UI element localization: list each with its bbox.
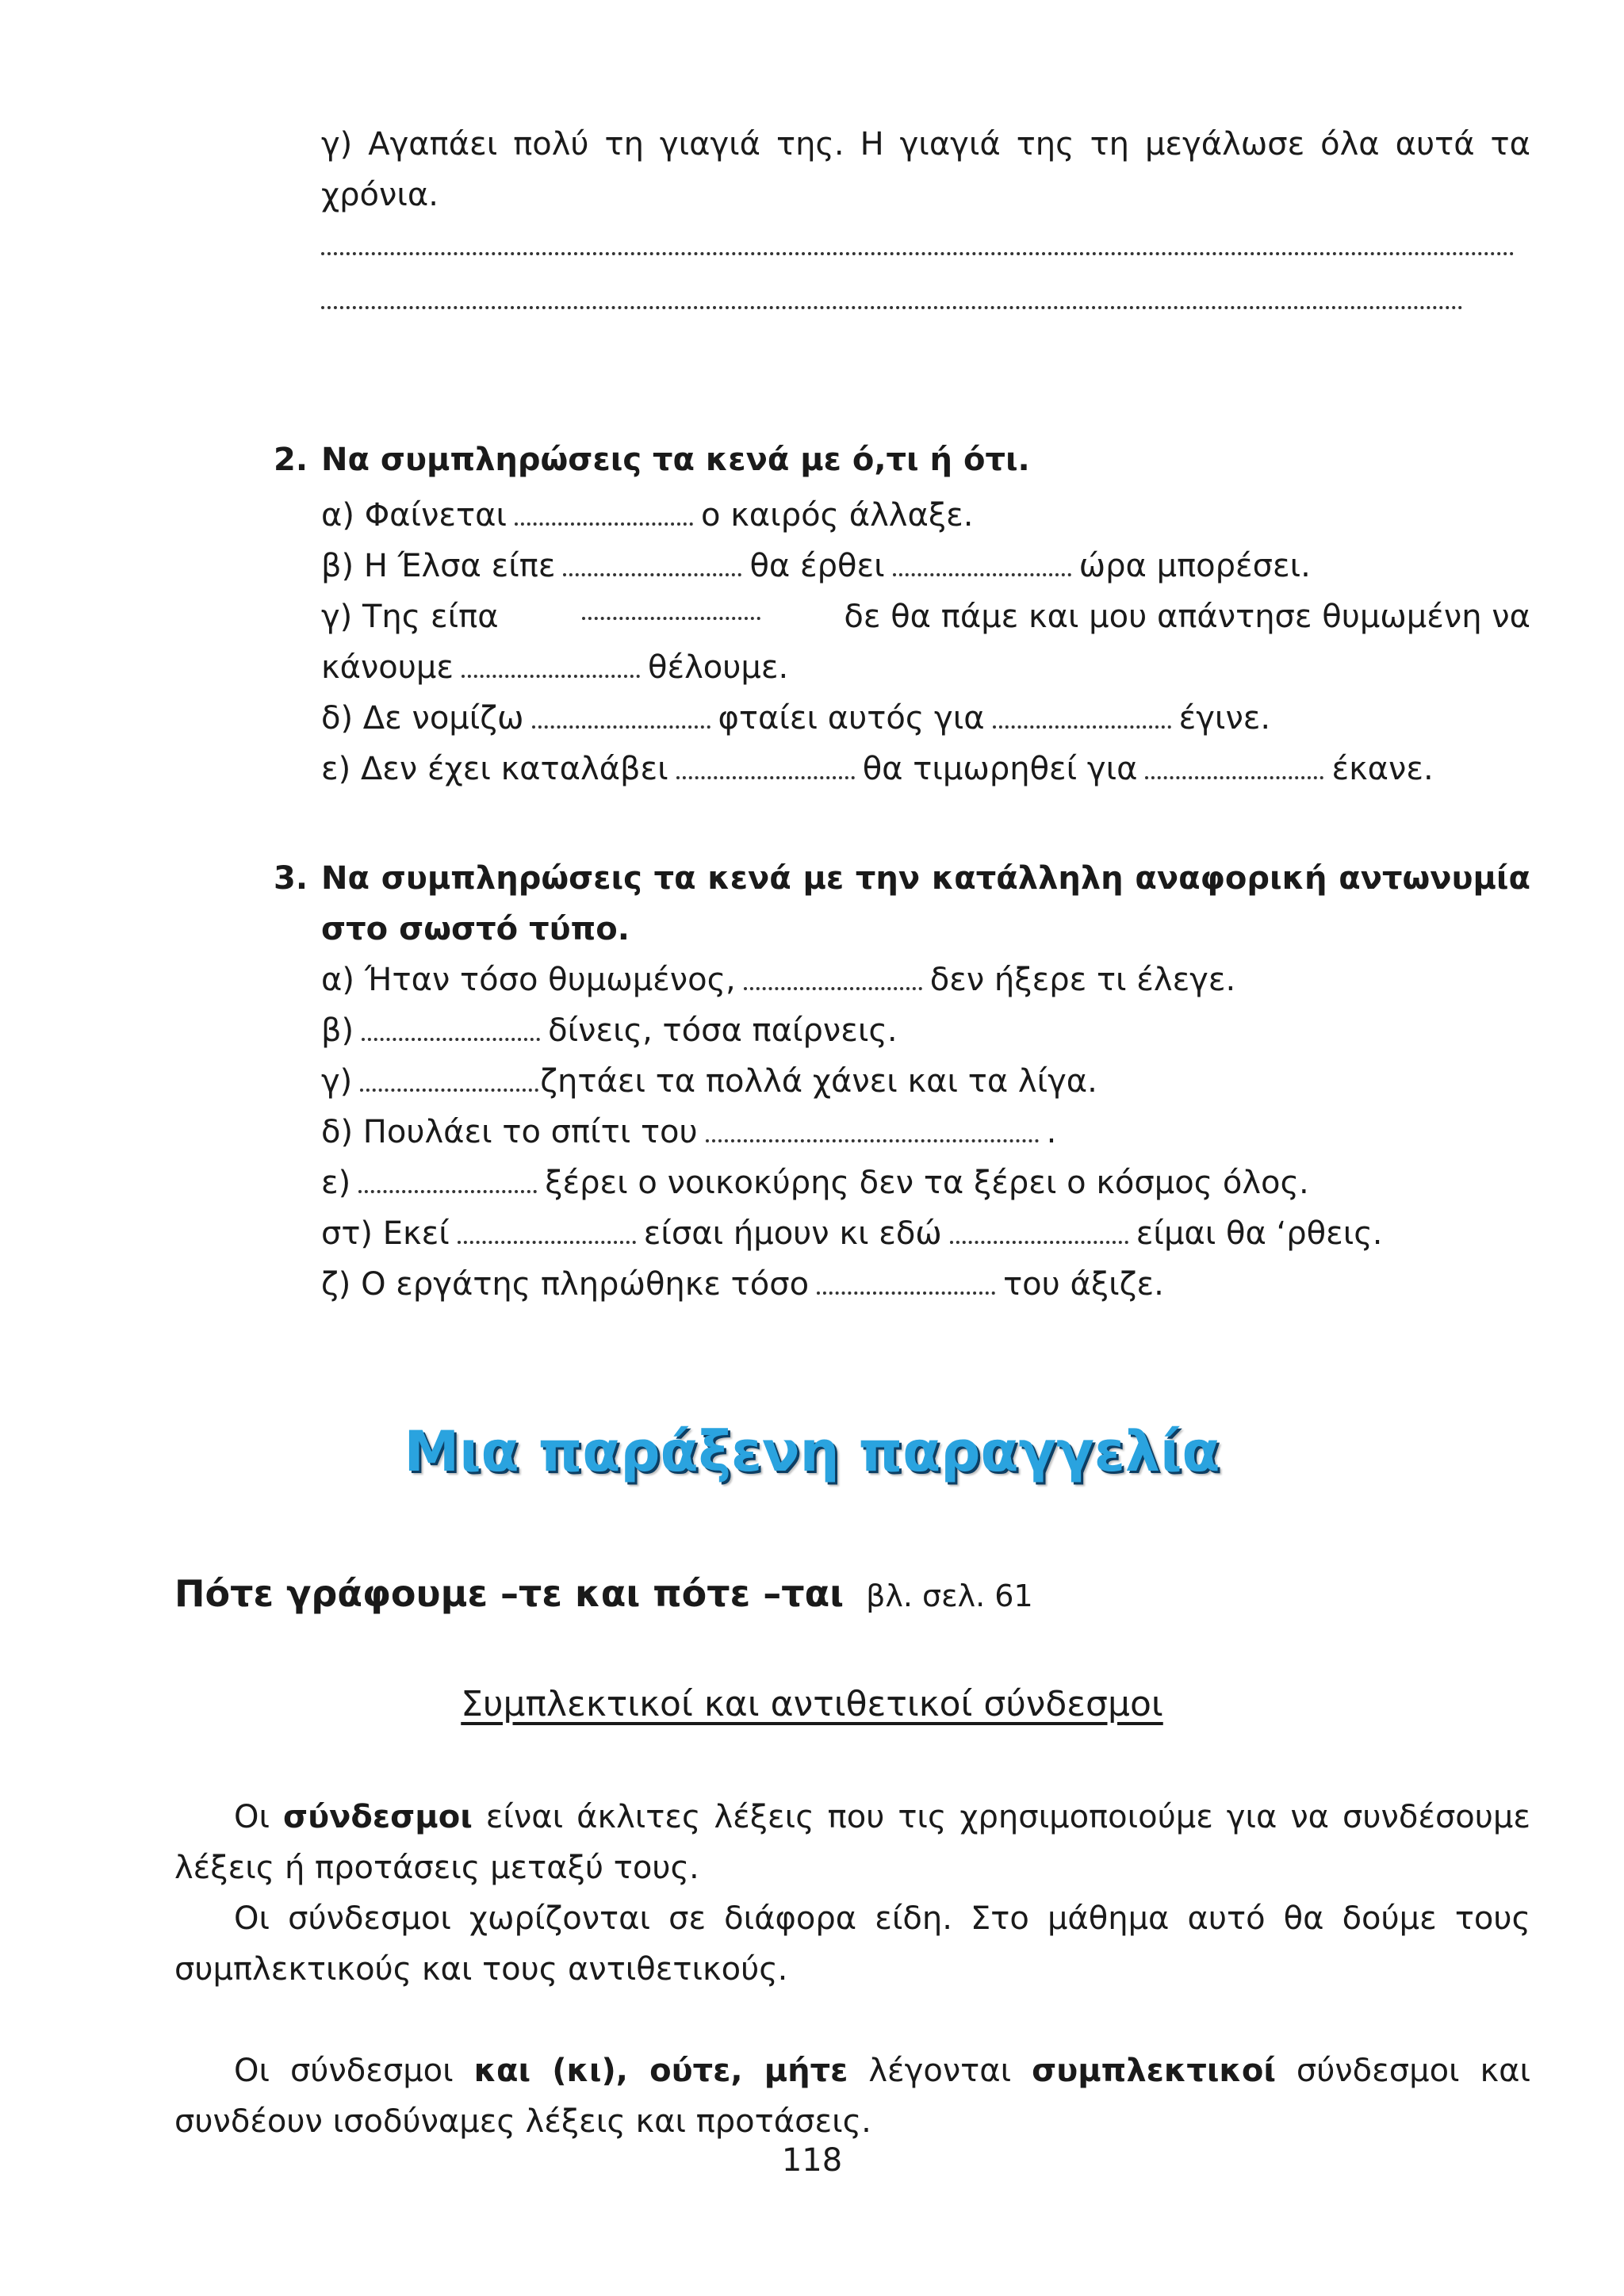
exercise3-item-d: δ) Πουλάει το σπίτι του . <box>321 1114 1057 1150</box>
fill-blank[interactable] <box>532 703 710 729</box>
exercise3-title-line2: στο σωστό τύπο. <box>321 911 630 947</box>
paragraph-definition: Οι σύνδεσμοι είναι άκλιτες λέξεις που τις χρησιμοποιούμε για να συνδέσουμε λέξεις ή προτάσεις μεταξύ τους. <box>174 1799 1530 1886</box>
fill-blank[interactable] <box>744 965 922 990</box>
fill-blank[interactable] <box>676 754 855 779</box>
exercise3-item-g: γ) ζητάει τα πολλά χάνει και τα λίγα. <box>321 1063 1097 1100</box>
exercise3-item-e: ε) ξέρει ο νοικοκύρης δεν τα ξέρει ο κόσμος όλος. <box>321 1165 1309 1201</box>
paragraph-types: Οι σύνδεσμοι χωρίζονται σε διάφορα είδη. Στο μάθημα αυτό θα δούμε τους συμπλεκτικούς και τους αντιθετικούς. <box>174 1900 1530 1988</box>
exercise2-item-g-cont: κάνουμε θέλουμε. <box>321 649 789 686</box>
subtitle-text: Πότε γράφουμε –τε και πότε –ται <box>174 1572 845 1615</box>
answer-line-2[interactable] <box>321 306 1463 309</box>
exercise2-item-e: ε) Δεν έχει καταλάβει θα τιμωρηθεί για έκανε. <box>321 751 1434 787</box>
page-number: 118 <box>781 2142 843 2179</box>
subtitle-reference: βλ. σελ. 61 <box>866 1578 1033 1613</box>
lesson-title: Μια παράξενη παραγγελία <box>404 1419 1220 1484</box>
exercise2-item-g: γ) Της είπα δε θα πάμε και μου απάντησε θυμωμένη να <box>321 595 1530 639</box>
exercise3-item-st: στ) Εκεί είσαι ήμουν κι εδώ είμαι θα ‘ρθεις. <box>321 1215 1383 1252</box>
fill-blank[interactable] <box>358 1168 537 1193</box>
paragraph-copulative: Οι σύνδεσμοι και (κι), ούτε, μήτε λέγονται συμπλεκτικοί σύνδεσμοι και συνδέουν ισοδύναμες λέξεις και προτάσεις. <box>174 2053 1530 2140</box>
fill-blank[interactable] <box>362 1016 540 1041</box>
exercise2-item-b: β) Η Έλσα είπε θα έρθει ώρα μπορέσει. <box>321 548 1311 584</box>
fill-blank[interactable] <box>817 1269 995 1295</box>
fill-blank[interactable] <box>462 652 640 678</box>
exercise1-item-g-line2: χρόνια. <box>321 177 439 213</box>
fill-blank[interactable] <box>582 595 760 620</box>
exercise3-title-line1: Να συμπληρώσεις τα κενά με την κατάλληλη αναφορική αντωνυμία <box>321 860 1530 897</box>
fill-blank[interactable] <box>1145 754 1323 779</box>
fill-blank[interactable] <box>515 500 693 526</box>
exercise3-item-a: α) Ήταν τόσο θυμωμένος, δεν ήξερε τι έλεγε. <box>321 962 1236 998</box>
lesson-subtitle <box>174 1570 1033 1620</box>
fill-blank[interactable] <box>458 1219 636 1244</box>
exercise2-number: 2. <box>274 442 308 478</box>
exercise3-item-z: ζ) Ο εργάτης πληρώθηκε τόσο του άξιζε. <box>321 1266 1164 1303</box>
fill-blank[interactable] <box>563 551 741 576</box>
exercise3-item-b: β) δίνεις, τόσα παίρνεις. <box>321 1012 898 1049</box>
exercise1-item-g-line1: γ) Αγαπάει πολύ τη γιαγιά της. Η γιαγιά της τη μεγάλωσε όλα αυτά τα <box>321 126 1530 163</box>
fill-blank[interactable] <box>706 1117 1039 1142</box>
section-title: Συμπλεκτικοί και αντιθετικοί σύνδεσμοι <box>461 1684 1163 1724</box>
fill-blank[interactable] <box>993 703 1171 729</box>
exercise2-item-a: α) Φαίνεται ο καιρός άλλαξε. <box>321 497 974 534</box>
exercise2-item-d: δ) Δε νομίζω φταίει αυτός για έγινε. <box>321 700 1271 737</box>
exercise2-title: Να συμπληρώσεις τα κενά με ό,τι ή ότι. <box>321 442 1030 478</box>
exercise3-number: 3. <box>274 860 308 897</box>
fill-blank[interactable] <box>950 1219 1128 1244</box>
fill-blank[interactable] <box>360 1066 538 1092</box>
fill-blank[interactable] <box>893 551 1071 576</box>
answer-line-1[interactable] <box>321 252 1515 255</box>
